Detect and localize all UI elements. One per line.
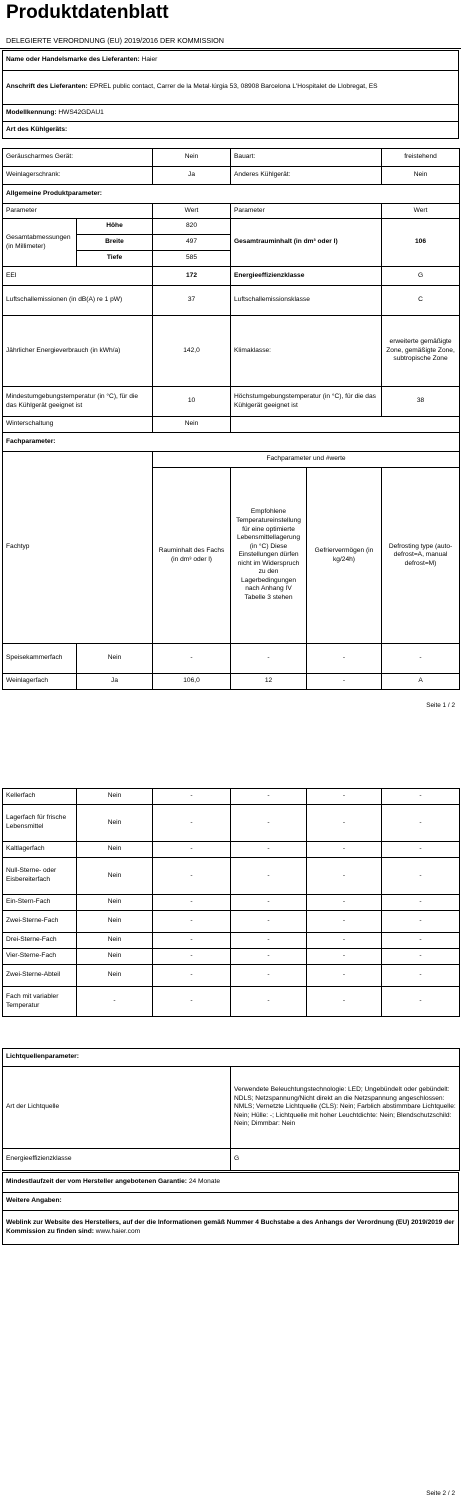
compartment-name: Kellerfach: [3, 789, 77, 805]
wine-cabinet-value: Ja: [153, 167, 231, 185]
compartment-present: Nein: [77, 842, 153, 858]
compartment-freeze: -: [307, 933, 382, 949]
compartment-volume: -: [153, 858, 231, 895]
eei-label: EEI: [3, 267, 153, 286]
compartment-temp: -: [231, 895, 307, 911]
device-type-table: [2, 148, 460, 185]
compartment-freeze: -: [307, 987, 382, 1017]
noise-label: Luftschallemissionen (in dB(A) re 1 pW): [3, 286, 153, 316]
table-row: Weinlagerfach Ja 106,0 12 - A: [3, 674, 460, 690]
compartment-defrost: -: [382, 933, 460, 949]
table-row: Speisekammerfach Nein - - - -: [3, 644, 460, 674]
other-device-value: Nein: [382, 167, 460, 185]
wine-cabinet-label: Weinlagerschrank:: [3, 167, 153, 185]
low-noise-value: Nein: [153, 149, 231, 167]
col-compartment-type: Fachtyp: [3, 452, 153, 644]
compartment-name: Drei-Sterne-Fach: [3, 933, 77, 949]
noise-value: 37: [153, 286, 231, 316]
document-title: Produktdatenblatt: [6, 2, 169, 23]
width-label: Breite: [77, 235, 153, 251]
compartment-present: Nein: [77, 965, 153, 987]
compartment-present: Nein: [77, 789, 153, 805]
compartment-name: Fach mit variabler Temperatur: [3, 987, 77, 1017]
compartment-present: Nein: [77, 805, 153, 842]
compartment-name: Lagerfach für frische Lebensmittel: [3, 805, 77, 842]
col-value: Wert: [382, 204, 460, 219]
regulation-subtitle: DELEGIERTE VERORDNUNG (EU) 2019/2016 DER KOMMISSION: [6, 36, 224, 45]
page-2: [0, 760, 461, 1500]
general-params-table: [2, 184, 460, 433]
compartment-table-p2: [2, 788, 460, 1017]
manufacturer-link[interactable]: www.haier.com: [95, 1227, 141, 1235]
compartment-volume: -: [153, 805, 231, 842]
warranty-row: Mindestlaufzeit der vom Hersteller angebotenen Garantie: 24 Monate: [3, 1173, 459, 1193]
consumption-value: 142,0: [153, 316, 231, 387]
compartment-volume: -: [153, 933, 231, 949]
winter-switch-value: Nein: [153, 417, 231, 433]
compartment-temp: -: [231, 949, 307, 965]
table-row: [3, 911, 460, 933]
min-temp-value: 10: [153, 387, 231, 417]
low-noise-label: Geräuscharmes Gerät:: [3, 149, 153, 167]
table-row: [3, 842, 460, 858]
compartment-temp: -: [231, 911, 307, 933]
warranty-table: [2, 1172, 459, 1245]
climate-class-value: erweiterte gemäßigte Zone, gemäßigte Zone, subtropische Zone: [382, 316, 460, 387]
supplier-address-row: Anschrift des Lieferanten: EPREL public contact, Carrer de la Metal·lúrgia 53, 08908 Barcelona L'Hospitalet de Llobregat, ES: [3, 71, 459, 105]
compartment-name: Vier-Sterne-Fach: [3, 949, 77, 965]
noise-class-value: C: [382, 286, 460, 316]
compartment-section-heading: Fachparameter:: [3, 433, 460, 452]
divider: [0, 48, 461, 49]
col-parameter: Parameter: [231, 204, 382, 219]
compartment-defrost: -: [382, 858, 460, 895]
page-number: Seite 2 / 2: [426, 1490, 455, 1497]
eei-value: 172: [153, 267, 231, 286]
page-1: [0, 0, 461, 720]
depth-value: 585: [153, 251, 231, 267]
table-row: [3, 987, 460, 1017]
more-info-heading: Weitere Angaben:: [3, 1193, 459, 1211]
design-label: Bauart:: [231, 149, 382, 167]
height-label: Höhe: [77, 219, 153, 235]
compartment-defrost: -: [382, 911, 460, 933]
light-class-value: G: [231, 1149, 460, 1171]
compartment-name: Zwei-Sterne-Fach: [3, 911, 77, 933]
energy-class-value: G: [382, 267, 460, 286]
compartment-defrost: -: [382, 842, 460, 858]
compartment-present: Nein: [77, 933, 153, 949]
table-row: [3, 965, 460, 987]
page-number: Seite 1 / 2: [426, 702, 455, 709]
compartment-freeze: -: [307, 789, 382, 805]
supplier-table: [2, 50, 459, 139]
compartment-freeze: -: [307, 858, 382, 895]
compartment-name: Kaltlagerfach: [3, 842, 77, 858]
table-row: [3, 789, 460, 805]
compartment-present: Nein: [77, 911, 153, 933]
climate-class-label: Klimaklasse:: [231, 316, 382, 387]
compartment-freeze: -: [307, 949, 382, 965]
max-temp-value: 38: [382, 387, 460, 417]
min-temp-label: Mindestumgebungstemperatur (in °C), für die das Kühlgerät geeignet ist: [3, 387, 153, 417]
compartment-volume: -: [153, 895, 231, 911]
compartment-name: Ein-Stern-Fach: [3, 895, 77, 911]
compartment-volume: -: [153, 949, 231, 965]
compartment-freeze: -: [307, 965, 382, 987]
compartment-temp: -: [231, 987, 307, 1017]
compartment-name: Null-Sterne- oder Eisbereiterfach: [3, 858, 77, 895]
col-value: Wert: [153, 204, 231, 219]
compartment-defrost: -: [382, 789, 460, 805]
max-temp-label: Höchstumgebungstemperatur (in °C), für die das Kühlgerät geeignet ist: [231, 387, 382, 417]
total-volume-value: 106: [382, 219, 460, 267]
table-row: [3, 933, 460, 949]
compartment-volume: -: [153, 789, 231, 805]
compartment-temp: -: [231, 805, 307, 842]
consumption-label: Jährlicher Energieverbrauch (in kWh/a): [3, 316, 153, 387]
device-type-section: Art des Kühlgeräts:: [3, 122, 459, 139]
compartment-volume: -: [153, 965, 231, 987]
compartment-freeze: -: [307, 895, 382, 911]
col-compartment-volume: Rauminhalt des Fachs (in dm³ oder l): [153, 468, 231, 644]
compartment-present: Nein: [77, 949, 153, 965]
compartment-temp: -: [231, 858, 307, 895]
compartment-freeze: -: [307, 911, 382, 933]
compartment-temp: -: [231, 965, 307, 987]
compartment-defrost: -: [382, 895, 460, 911]
compartment-volume: -: [153, 842, 231, 858]
energy-class-label: Energieeffizienzklasse: [231, 267, 382, 286]
col-freezing-capacity: Gefriervermögen (in kg/24h): [307, 468, 382, 644]
light-section-heading: Lichtquellenparameter:: [3, 1049, 460, 1067]
table-row: [3, 858, 460, 895]
compartment-temp: -: [231, 842, 307, 858]
compartment-volume: -: [153, 911, 231, 933]
total-volume-label: Gesamtrauminhalt (in dm³ oder l): [231, 219, 382, 267]
compartment-present: Nein: [77, 858, 153, 895]
compartment-freeze: -: [307, 805, 382, 842]
weblink-row: Weblink zur Website des Herstellers, auf der die Informationen gemäß Nummer 4 Buchstabe a des Anhangs der Verordnung (EU) 2019/2019 der Kommission zu finden sind: www.haier.com: [3, 1211, 459, 1245]
empty-cell: [231, 417, 460, 433]
compartment-freeze: -: [307, 842, 382, 858]
compartment-temp: -: [231, 789, 307, 805]
other-device-label: Anderes Kühlgerät:: [231, 167, 382, 185]
light-class-label: Energieeffizienzklasse: [3, 1149, 231, 1171]
compartment-table-p1: [2, 432, 460, 690]
compartment-defrost: -: [382, 965, 460, 987]
height-value: 820: [153, 219, 231, 235]
col-recommended-temp: Empfohlene Temperatureinstellung für eine optimierte Lebensmittellagerung (in °C) Diese Einstellungen dürfen nicht im Widerspruch zu den Lagerbedingungen nach Anhang IV Tabelle 3 stehen: [231, 468, 307, 644]
general-section-heading: Allgemeine Produktparameter:: [3, 185, 460, 204]
dimensions-label: Gesamtabmessungen (in Millimeter): [3, 219, 77, 267]
width-value: 497: [153, 235, 231, 251]
compartment-defrost: -: [382, 987, 460, 1017]
light-source-table: [2, 1048, 460, 1171]
page-gap: [0, 720, 461, 760]
design-value: freistehend: [382, 149, 460, 167]
table-row: [3, 949, 460, 965]
compartment-defrost: -: [382, 949, 460, 965]
noise-class-label: Luftschallemissionsklasse: [231, 286, 382, 316]
compartment-group-header: Fachparameter und #werte: [153, 452, 460, 468]
compartment-present: -: [77, 987, 153, 1017]
light-type-label: Art der Lichtquelle: [3, 1067, 231, 1149]
table-row: [3, 895, 460, 911]
col-parameter: Parameter: [3, 204, 153, 219]
model-id-row: Modellkennung: HWS42GDAU1: [3, 105, 459, 122]
table-row: [3, 805, 460, 842]
compartment-name: Zwei-Sterne-Abteil: [3, 965, 77, 987]
depth-label: Tiefe: [77, 251, 153, 267]
compartment-temp: -: [231, 933, 307, 949]
col-defrost-type: Defrosting type (auto-defrost=A, manual defrost=M): [382, 468, 460, 644]
compartment-volume: -: [153, 987, 231, 1017]
light-type-value: Verwendete Beleuchtungstechnologie: LED; Ungebündelt oder gebündelt: NDLS; Netzspannung/Nicht direkt an die Netzspannung angeschlossen: NMLS; Vernetzte Lichtquelle (CLS): Nein; Farblich abstimmbare Lichtquelle: Nein; Hülle: -; Lichtquelle mit hoher Leuchtdichte: Nein; Blendschutzschild: Nein; Dimmbar: Nein: [231, 1067, 460, 1149]
winter-switch-label: Winterschaltung: [3, 417, 153, 433]
compartment-present: Nein: [77, 895, 153, 911]
compartment-defrost: -: [382, 805, 460, 842]
supplier-name-row: Name oder Handelsmarke des Lieferanten: Haier: [3, 51, 459, 71]
